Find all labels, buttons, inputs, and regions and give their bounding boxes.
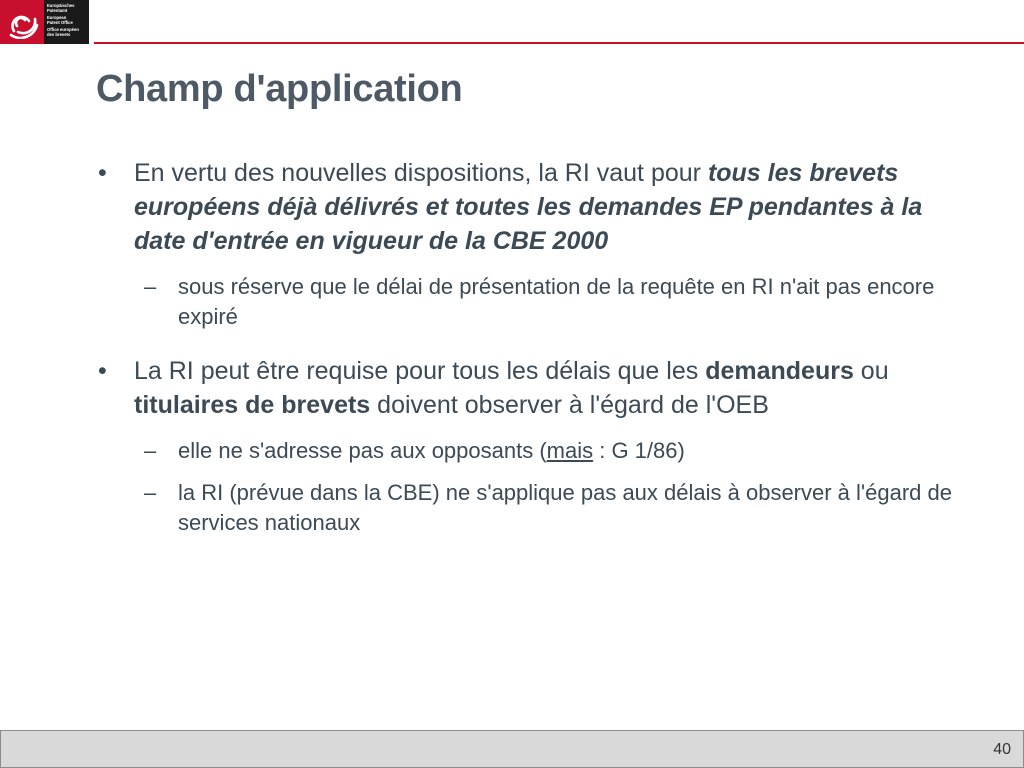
bullet-item	[96, 354, 956, 422]
sub-bullet-text: : G 1/86)	[593, 438, 685, 463]
sub-bullet-text: elle ne s'adresse pas aux opposants (	[178, 438, 547, 463]
bullet-bold-term: titulaires de brevets	[134, 391, 371, 419]
logo-line: Patentamt	[47, 8, 68, 13]
underlined-term: mais	[546, 438, 594, 463]
slide-footer	[0, 730, 1024, 768]
logo-line: des brevets	[47, 32, 71, 37]
sub-bullet-item	[96, 272, 956, 332]
page-number: 40	[993, 741, 1011, 758]
epo-logo-text	[44, 0, 89, 44]
bullet-icon: •	[98, 357, 107, 385]
sub-bullet-text: sous réserve que le délai de présentation de la requête en RI n'ait pas encore expiré	[178, 274, 935, 329]
epo-emblem-icon	[0, 0, 44, 44]
sub-bullet-item	[96, 478, 956, 538]
logo-line: Office européen	[47, 27, 79, 32]
slide-title: Champ d'application	[96, 68, 463, 110]
bullet-icon: •	[98, 159, 107, 187]
dash-icon: –	[144, 274, 157, 299]
epo-logo	[0, 0, 89, 44]
header-divider	[94, 42, 1024, 44]
sub-bullet-item	[96, 436, 956, 466]
dash-icon: –	[144, 438, 157, 463]
logo-line: Patent Office	[47, 20, 73, 25]
logo-line: Europäisches	[47, 3, 75, 8]
bullet-text: doivent observer à l'égard de l'OEB	[370, 391, 769, 419]
slide-body	[96, 156, 956, 550]
bullet-item	[96, 156, 956, 258]
sub-bullet-text: la RI (prévue dans la CBE) ne s'applique pas aux délais à observer à l'égard de services nationaux	[178, 480, 952, 535]
bullet-text: La RI peut être requise pour tous les délais que les	[134, 357, 706, 385]
dash-icon: –	[144, 480, 157, 505]
bullet-text: En vertu des nouvelles dispositions, la RI vaut pour	[134, 159, 708, 187]
bullet-bold-term: demandeurs	[705, 357, 854, 385]
bullet-emphasis: tous les brevets européens déjà délivrés et toutes les demandes EP pendantes à la date d'entrée en vigueur de la CBE 2000	[134, 159, 923, 255]
logo-line: European	[47, 15, 67, 20]
bullet-text: ou	[853, 357, 889, 385]
